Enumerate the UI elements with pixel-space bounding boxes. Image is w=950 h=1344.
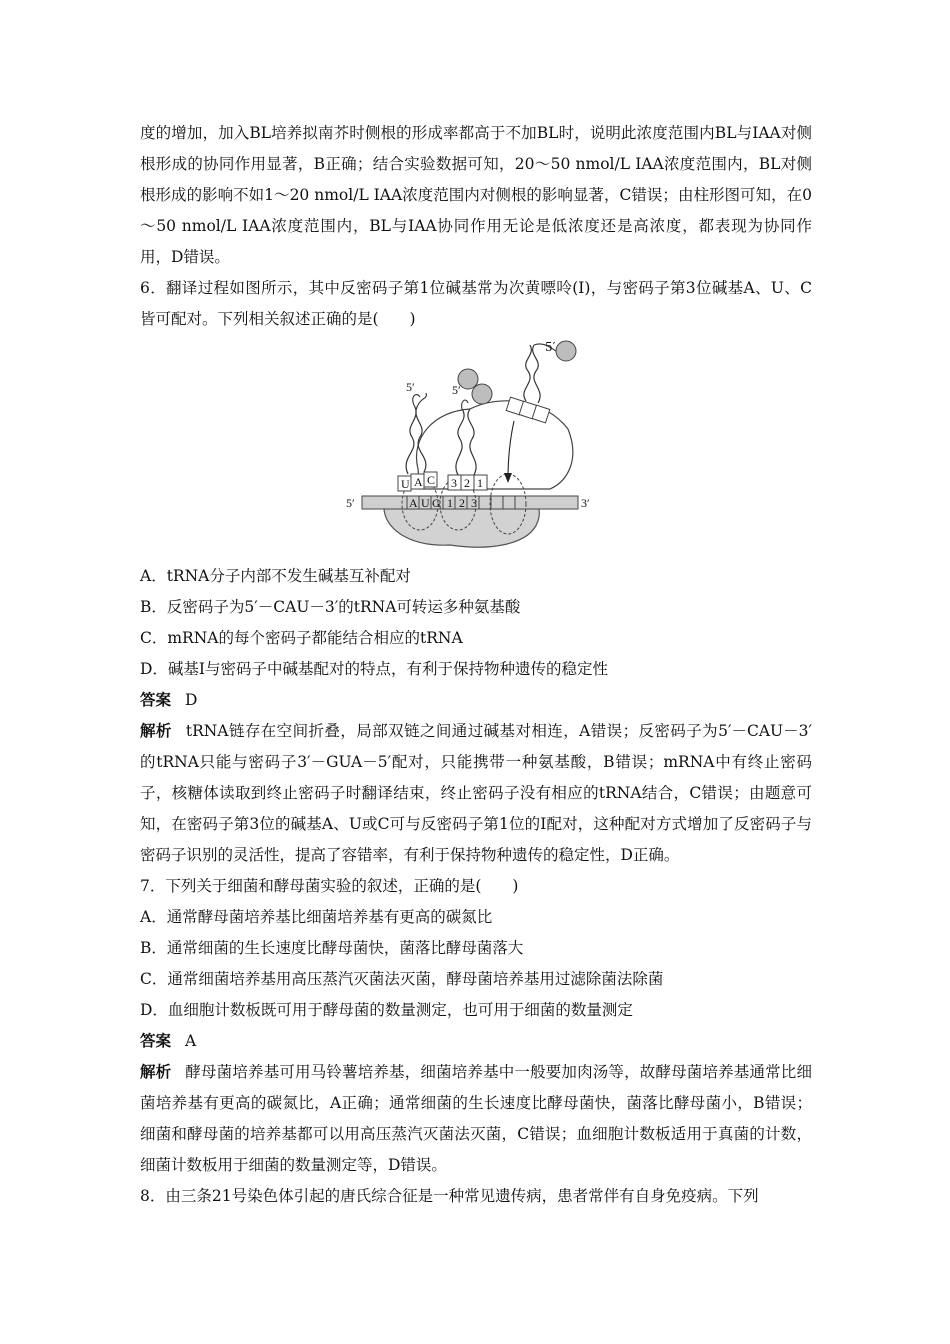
q7-option-b: B．通常细菌的生长速度比酵母菌快，菌落比酵母菌落大 [140, 939, 524, 957]
analysis-label: 解析 [140, 1063, 172, 1081]
analysis-text: tRNA链存在空间折叠，局部双链之间通过碱基对相连，A错误；反密码子为5′－CAU－3′的tRNA只能与密码子3′－GUA－5′配对，只能携带一种氨基酸，B错误；mRNA中有终止密码子，核糖体读取到终止密码子时翻译结束，终止密码子没有相应的tRNA结合，C错误；由题意可知，在密码子第3位的碱基A、U或C可与反密码子第1位的I配对，这种配对方式增加了反密码子与密码子识别的灵活性，提高了容错率，有利于保持物种遗传的稳定性，D正确。 [140, 722, 812, 864]
anticodon-base: C [427, 473, 436, 487]
q7-option-c: C．通常细菌培养基用高压蒸汽灭菌法灭菌，酵母菌培养基用过滤除菌法除菌 [140, 970, 664, 988]
codon-position: 1 [447, 496, 453, 510]
answer-value: A [185, 1032, 197, 1050]
trna-1-5prime: 5′ [406, 380, 415, 394]
mrna-3prime-label: 3′ [581, 496, 590, 510]
codon-position: 2 [459, 496, 465, 510]
q7-answer [140, 1026, 812, 1057]
q6-option-c: C．mRNA的每个密码子都能结合相应的tRNA [140, 629, 463, 647]
q6-option-b: B．反密码子为5′－CAU－3′的tRNA可转运多种氨基酸 [140, 598, 521, 616]
anticodon-base: U [401, 477, 410, 491]
amino-acid [556, 341, 576, 361]
codon-base: A [409, 496, 418, 510]
amino-acid [472, 384, 492, 404]
q7-option-a: A．通常酵母菌培养基比细菌培养基有更高的碳氮比 [140, 908, 493, 926]
anticodon-position: 2 [464, 476, 470, 490]
codon-base: U [421, 496, 430, 510]
q6-option-a: A．tRNA分子内部不发生碱基互补配对 [140, 567, 411, 585]
answer-label: 答案 [140, 691, 172, 709]
codon-base: G [432, 496, 441, 510]
question-6-stem: 6．翻译过程如图所示，其中反密码子第1位碱基常为次黄嘌呤(I)，与密码子第3位碱基A、U、C皆可配对。下列相关叙述正确的是( ) [140, 279, 812, 328]
codon-position: 3 [471, 496, 477, 510]
intro-paragraph: 度的增加，加入BL培养拟南芥时侧根的形成率都高于不加BL时，说明此浓度范围内BL与IAA对侧根形成的协同作用显著，B正确；结合实验数据可知，20～50 nmol/L IAA浓度范围内，BL对侧根形成的影响不如1～20 nmol/L IAA浓度范围内对侧根的影响显著，C错误；由柱形图可知，在0～50 nmol/L IAA浓度范围内，BL与IAA协同作用无论是低浓度还是高浓度，都表现为协同作用，D错误。 [140, 124, 812, 266]
translation-diagram [140, 339, 812, 559]
anticodon-position: 1 [477, 476, 483, 490]
anticodon-base: A [414, 475, 423, 489]
trna-2-5prime: 5′ [452, 383, 461, 397]
mrna-strand [362, 496, 578, 509]
question-7-stem: 7．下列关于细菌和酵母菌实验的叙述，正确的是( ) [140, 877, 519, 895]
ribosome-large-subunit [417, 401, 573, 489]
q7-option-d: D．血细胞计数板既可用于酵母菌的数量测定，也可用于细菌的数量测定 [140, 1001, 633, 1019]
analysis-text: 酵母菌培养基可用马铃薯培养基，细菌培养基中一般要加肉汤等，故酵母菌培养基通常比细菌培养基有更高的碳氮比，A正确；通常细菌的生长速度比酵母菌快，菌落比酵母菌小，B错误；细菌和酵母菌的培养基都可以用高压蒸汽灭菌法灭菌，C错误；血细胞计数板适用于真菌的计数，细菌计数板用于细菌的数量测定等，D错误。 [140, 1063, 812, 1174]
trna-3-strand [524, 345, 531, 401]
trna-1-strand [406, 405, 416, 474]
answer-value: D [185, 691, 198, 709]
trna-3-5prime: 5′ [545, 340, 556, 354]
translation-figure [340, 339, 600, 559]
q6-answer [140, 685, 812, 716]
question-8-stem: 8．由三条21号染色体引起的唐氏综合征是一种常见遗传病，患者常伴有自身免疫病。下列 [140, 1187, 759, 1205]
q6-analysis [140, 716, 812, 871]
amino-acid [458, 369, 478, 389]
mrna-5prime-label: 5′ [346, 496, 355, 510]
q7-analysis [140, 1057, 812, 1181]
anticodon-position: 3 [451, 476, 457, 490]
answer-label: 答案 [140, 1032, 172, 1050]
trna-3-strand [533, 345, 540, 403]
document-page [140, 118, 812, 1212]
q6-option-d: D．碱基I与密码子中碱基配对的特点，有利于保持物种遗传的稳定性 [140, 660, 609, 678]
analysis-label: 解析 [140, 722, 172, 740]
